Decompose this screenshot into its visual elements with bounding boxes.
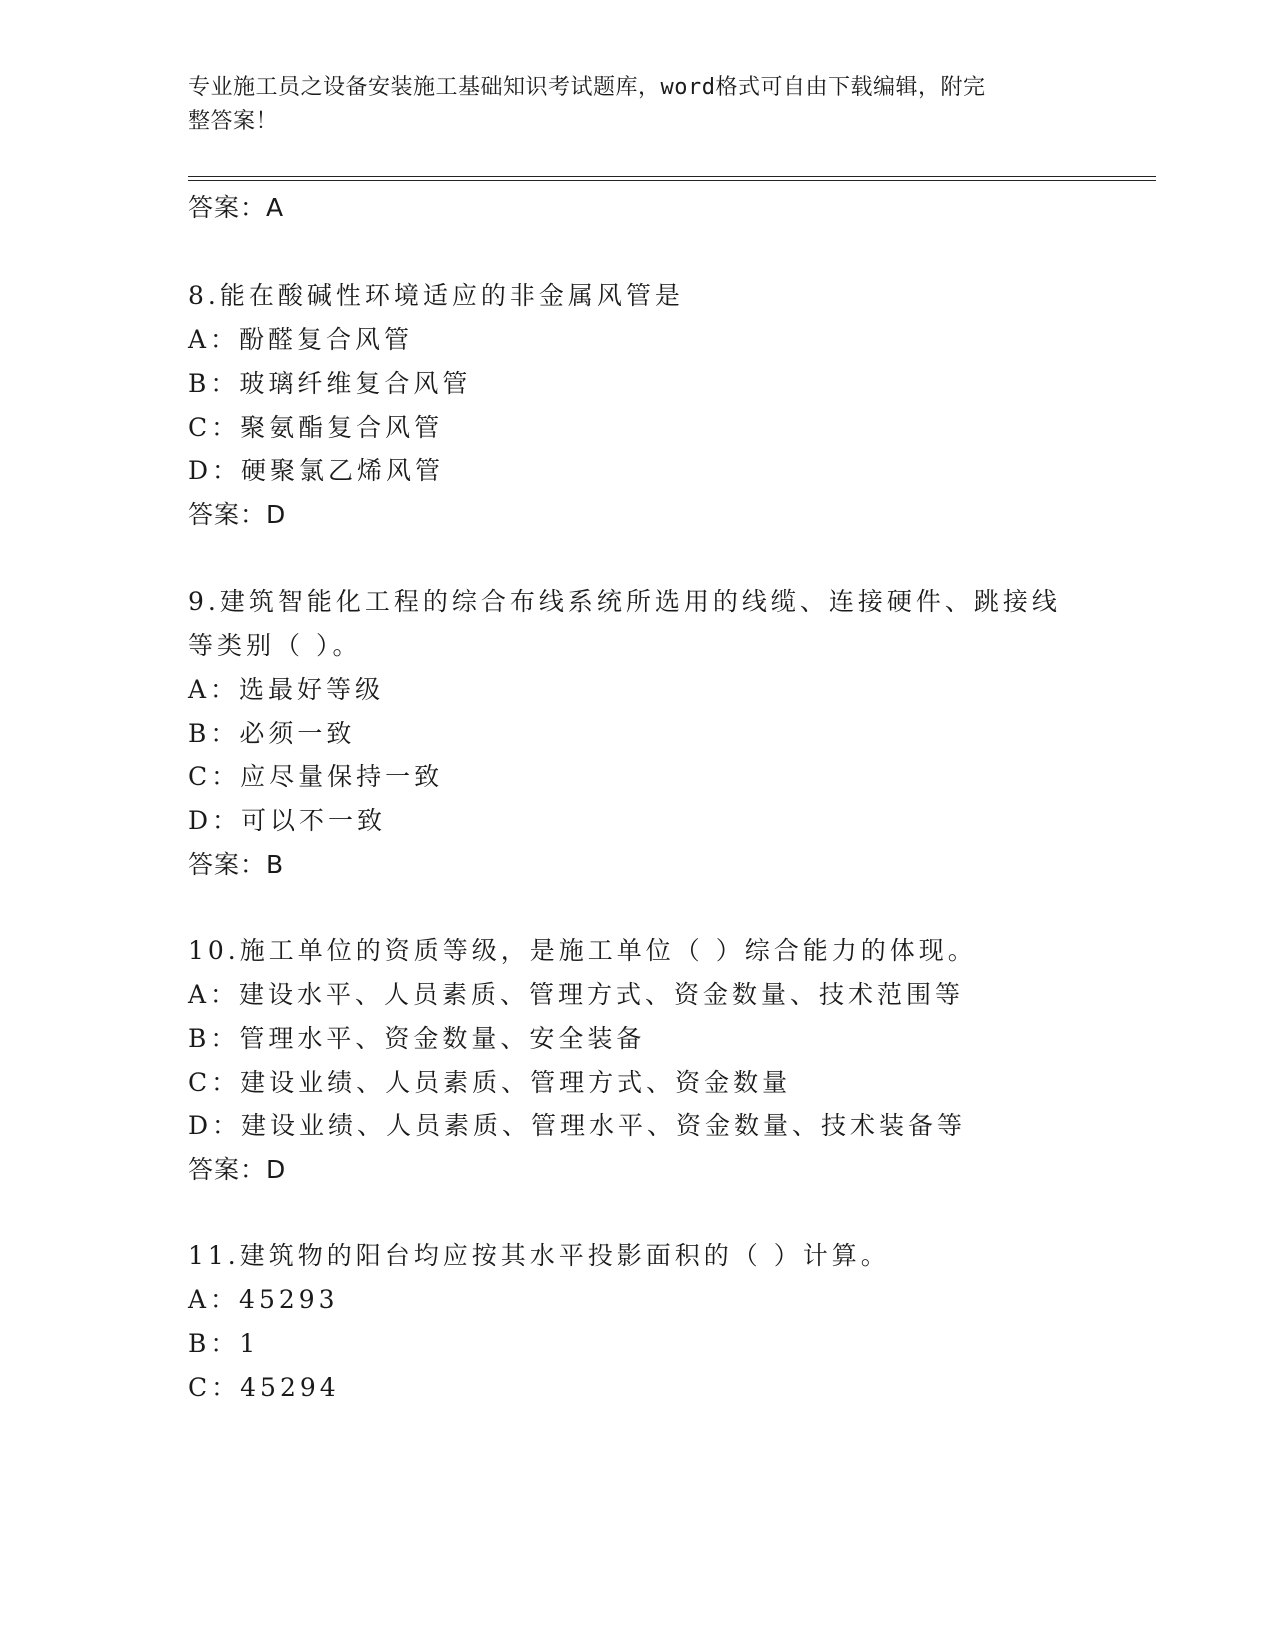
option-c: C：应尽量保持一致	[188, 762, 444, 791]
option-b: B：必须一致	[188, 719, 356, 748]
option-d: D：可以不一致	[188, 806, 387, 835]
option-d: D：建设业绩、人员素质、管理水平、资金数量、技术装备等	[188, 1111, 967, 1140]
option-a: A：建设水平、人员素质、管理方式、资金数量、技术范围等	[188, 980, 965, 1009]
option-b: B：管理水平、资金数量、安全装备	[188, 1024, 646, 1053]
header-divider-bottom	[188, 180, 1156, 181]
document-header-line-1: 专业施工员之设备安装施工基础知识考试题库，word格式可自由下载编辑，附完	[188, 75, 986, 100]
header-divider-top	[188, 176, 1156, 177]
question-stem-line-1: 9.建筑智能化工程的综合布线系统所选用的线缆、连接硬件、跳接线	[188, 587, 1061, 616]
option-a: A：酚醛复合风管	[188, 325, 414, 354]
question-stem-line-2: 等类别（ ）。	[188, 631, 362, 660]
option-c: C：建设业绩、人员素质、管理方式、资金数量	[188, 1068, 792, 1097]
option-b: B：玻璃纤维复合风管	[188, 369, 472, 398]
option-a: A：45293	[188, 1285, 339, 1314]
answer-label: 答案：D	[188, 500, 287, 529]
question-stem: 11.建筑物的阳台均应按其水平投影面积的（ ）计算。	[188, 1241, 890, 1270]
document-header-line-2: 整答案！	[188, 109, 279, 134]
question-stem: 8.能在酸碱性环境适应的非金属风管是	[188, 281, 684, 310]
answer-label: 答案：D	[188, 1155, 287, 1184]
answer-label: 答案：B	[188, 850, 285, 879]
option-c: C：45294	[188, 1373, 340, 1402]
option-d: D：硬聚氯乙烯风管	[188, 456, 445, 485]
option-a: A：选最好等级	[188, 675, 385, 704]
option-c: C：聚氨酯复合风管	[188, 413, 444, 442]
option-b: B：1	[188, 1329, 260, 1358]
answer-label: 答案：A	[188, 193, 285, 222]
question-stem: 10.施工单位的资质等级，是施工单位（ ）综合能力的体现。	[188, 936, 977, 965]
